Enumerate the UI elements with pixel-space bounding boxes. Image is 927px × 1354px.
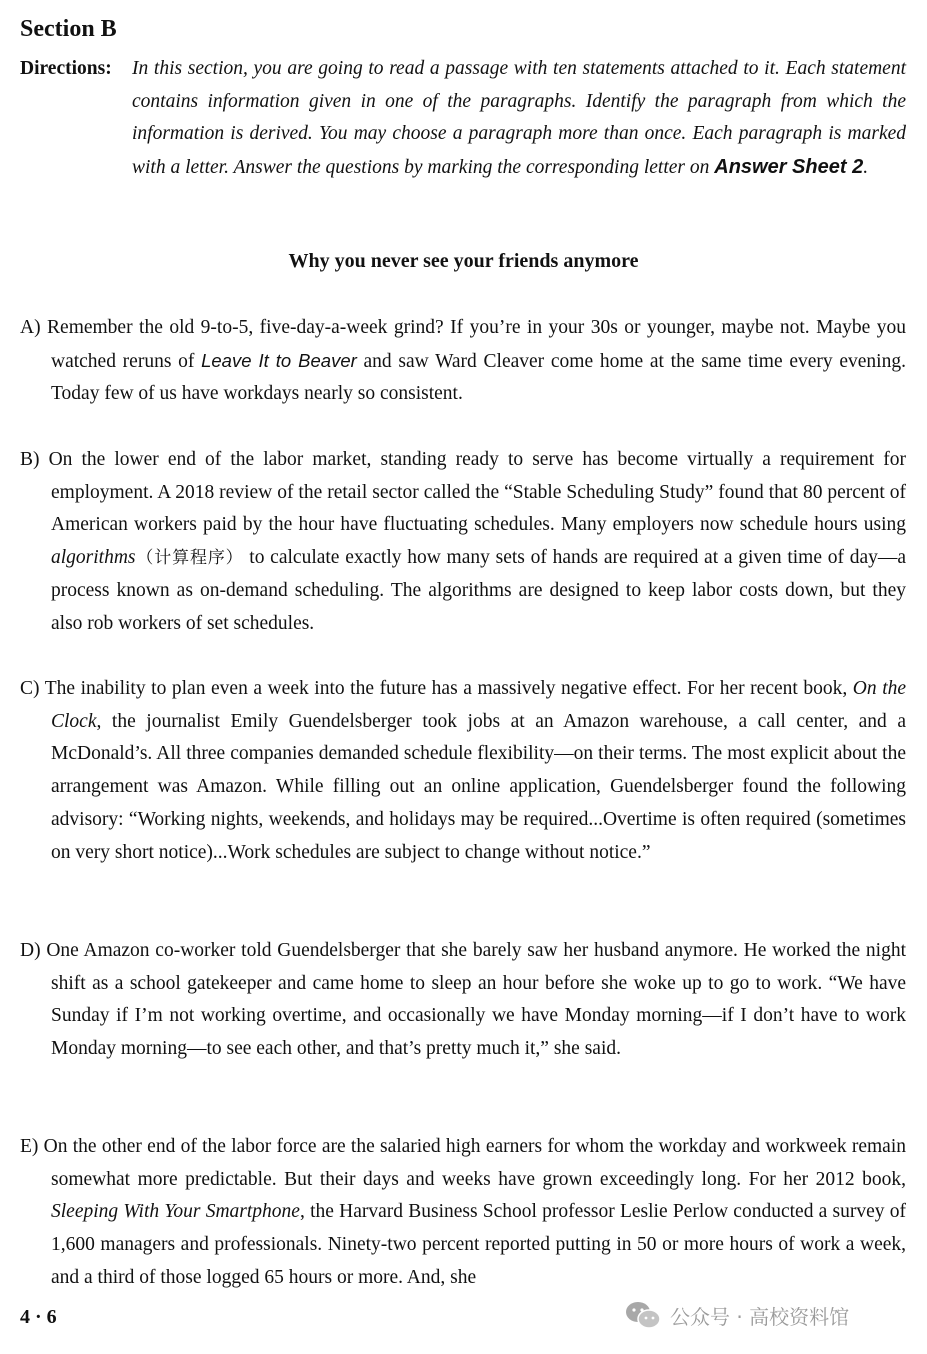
answer-sheet-label: Answer Sheet 2 — [714, 156, 864, 179]
page-number: 4 · 6 — [20, 1306, 57, 1328]
paragraph-letter: D) — [20, 940, 47, 961]
watermark-text: 公众号 · 高校资料馆 — [670, 1304, 850, 1329]
book-title: Sleeping With Your Smartphone — [51, 1201, 300, 1223]
paragraph-letter: E) — [20, 1136, 44, 1157]
paragraph-e: E) On the other end of the labor force are the salaried high earners for whom the workday and workweek remain somewhat more predictable. But their days and weeks have grown exceedingly long. For her 2012 book, Sleeping With Your Smartphone, the Harvard Business School professor Leslie Perlow conducted a survey of 1,600 managers and professionals. Ninety-two percent reported putting in 50 or more hours of work a week, and a third of those logged 65 hours or more. And, she — [20, 1136, 907, 1288]
directions-text: In this section, you are going to read a passage with ten statements attached to it. Each statement contains information given in one of the paragraphs. Identify the paragraph from which the information is derived. You may choose a paragraph more than once. Each paragraph is marked with a letter. Answer the questions by marking the corresponding letter on Answer Sheet 2. — [132, 58, 906, 179]
book-title: Leave It to Beaver — [201, 349, 357, 371]
paragraph-d: D) One Amazon co-worker told Guendelsberger that she barely saw her husband anymore. He worked the night shift as a school gatekeeper and came home to sleep an hour before she woke up to go to work. “We have Sunday if I’m not working overtime, and occasionally we have Monday morning—if I don’t have to work Monday morning—to see each other, and that’s pretty much it,” she said. — [20, 940, 906, 1060]
paragraph-letter: A) — [20, 317, 48, 338]
italic-term: algorithms — [51, 547, 136, 569]
chinese-gloss: （计算程序） — [135, 548, 244, 569]
paragraph-a: A) Remember the old 9-to-5, five-day-a-week grind? If you’re in your 30s or younger, maybe not. Maybe you watched reruns of Leave It to Beaver and saw Ward Cleaver come home at the same time every evening. Today few of us have workdays nearly so consistent. — [20, 317, 906, 405]
paragraph-letter: C) — [20, 678, 45, 699]
paragraph-c: C) The inability to plan even a week into the future has a massively negative effect. For her recent book, On the Clock, the journalist Emily Guendelsberger took jobs at an Amazon warehouse, a call center, and a McDonald’s. All three companies demanded schedule flexibility—on their terms. The most explicit about the arrangement was Amazon. While filling out an online application, Guendelsberger found the following advisory: “Working nights, weekends, and holidays may be required...Overtime is often required (sometimes on very short notice)...Work schedules are subject to change without notice.” — [20, 678, 907, 863]
section-title: Section B — [20, 16, 117, 42]
directions-label: Directions: — [20, 58, 112, 79]
paragraph-letter: B) — [20, 449, 49, 470]
directions — [20, 53, 906, 185]
watermark — [624, 1300, 849, 1330]
paragraph-b: B) On the lower end of the labor market, standing ready to serve has become virtually a requirement for employment. A 2018 review of the retail sector called the “Stable Scheduling Study” found that 80 percent of American workers paid by the hour have fluctuating schedules. Many employers now schedule hours using algorithms（计算程序） to calculate exactly how many sets of hands are required at a given time of day—a process known as on-demand scheduling. The algorithms are designed to keep labor costs down, but they also rob workers of set schedules. — [20, 449, 907, 634]
wechat-icon — [624, 1300, 662, 1330]
passage-title: Why you never see your friends anymore — [288, 250, 639, 272]
book-title: On the Clock — [51, 678, 907, 732]
